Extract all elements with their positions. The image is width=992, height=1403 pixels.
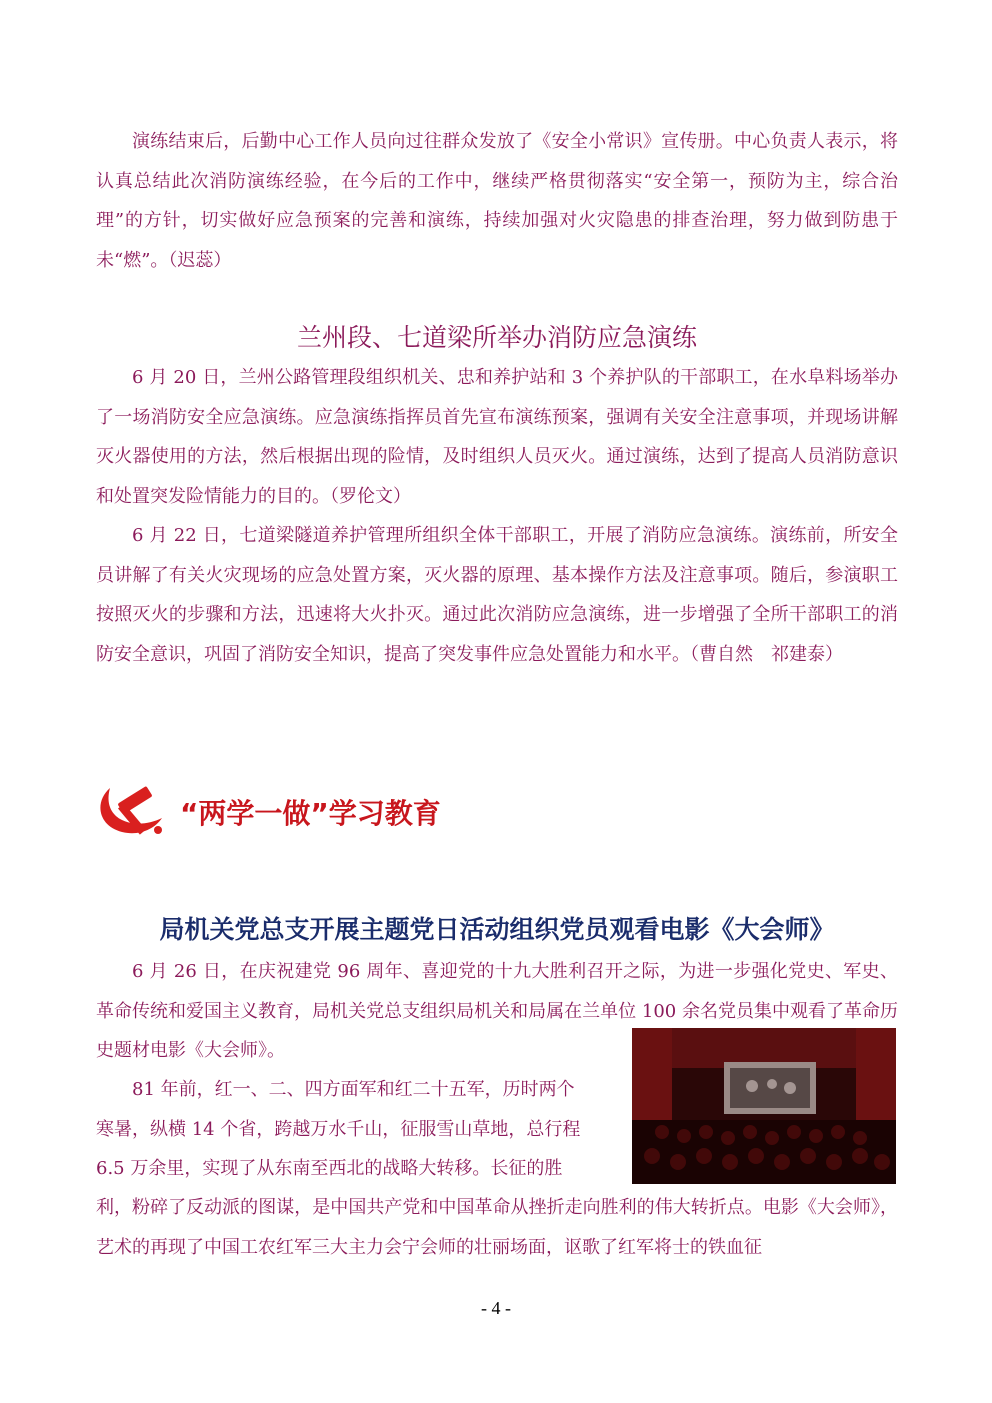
cinema-photo: [632, 1028, 896, 1184]
section-banner: [92, 780, 512, 844]
text-line: 81 年前，红一、二、四方面军和红二十五军，历时两个: [132, 1079, 575, 1100]
section-title: “两学一做”学习教育: [180, 797, 441, 830]
page-number: - 4 -: [481, 1298, 511, 1318]
text-line: 寒暑，纵横 14 个省，跨越万水千山，征服雪山草地，总行程: [96, 1118, 581, 1140]
article2-paragraph-1: 6 月 26 日，在庆祝建党 96 周年、喜迎党的十九大胜利召开之际，为进一步强化党史、军史、革命传统和爱国主义教育，局机关党总支组织局机关和局属在兰单位 100 余名党员集中观看了革命历史题材电影《大会师》。: [96, 961, 898, 1061]
article2-title: 局机关党总支开展主题党日活动组织党员观看电影《大会师》: [159, 915, 835, 944]
article1-paragraph-2: 6 月 22 日，七道梁隧道养护管理所组织全体干部职工，开展了消防应急演练。演练前，所安全员讲解了有关火灾现场的应急处置方案，灭火器的原理、基本操作方法及注意事项。随后，参演职工按照灭火的步骤和方法，迅速将大火扑灭。通过此次消防应急演练，进一步增强了全所干部职工的消防安全意识，巩固了消防安全知识，提高了突发事件应急处置能力和水平。（曹自然 祁建泰）: [96, 525, 898, 665]
article2-paragraph-2-wrapped: [96, 1070, 624, 1189]
article2-paragraph-2-rest: 利，粉碎了反动派的图谋，是中国共产党和中国革命从挫折走向胜利的伟大转折点。电影《大会师》，艺术的再现了中国工农红军三大主力会宁会师的壮丽场面，讴歌了红军将士的铁血征: [96, 1197, 898, 1258]
hammer-sickle-icon: [92, 780, 176, 842]
article1-title: 兰州段、七道梁所举办消防应急演练: [296, 323, 697, 352]
text-line: 6.5 万余里，实现了从东南至西北的战略大转移。长征的胜: [96, 1158, 563, 1179]
article1-paragraph-1: 6 月 20 日，兰州公路管理段组织机关、忠和养护站和 3 个养护队的干部职工，在水阜料场举办了一场消防安全应急演练。应急演练指挥员首先宣布演练预案，强调有关安全注意事项，并现场讲解灭火器使用的方法，然后根据出现的险情，及时组织人员灭火。通过演练，达到了提高人员消防意识和处置突发险情能力的目的。（罗伦文）: [96, 367, 898, 507]
intro-paragraph: 演练结束后，后勤中心工作人员向过往群众发放了《安全小常识》宣传册。中心负责人表示，将认真总结此次消防演练经验，在今后的工作中，继续严格贯彻落实“安全第一，预防为主，综合治理”的方针，切实做好应急预案的完善和演练，持续加强对火灾隐患的排查治理，努力做到防患于未“燃”。（迟蕊）: [96, 131, 898, 271]
